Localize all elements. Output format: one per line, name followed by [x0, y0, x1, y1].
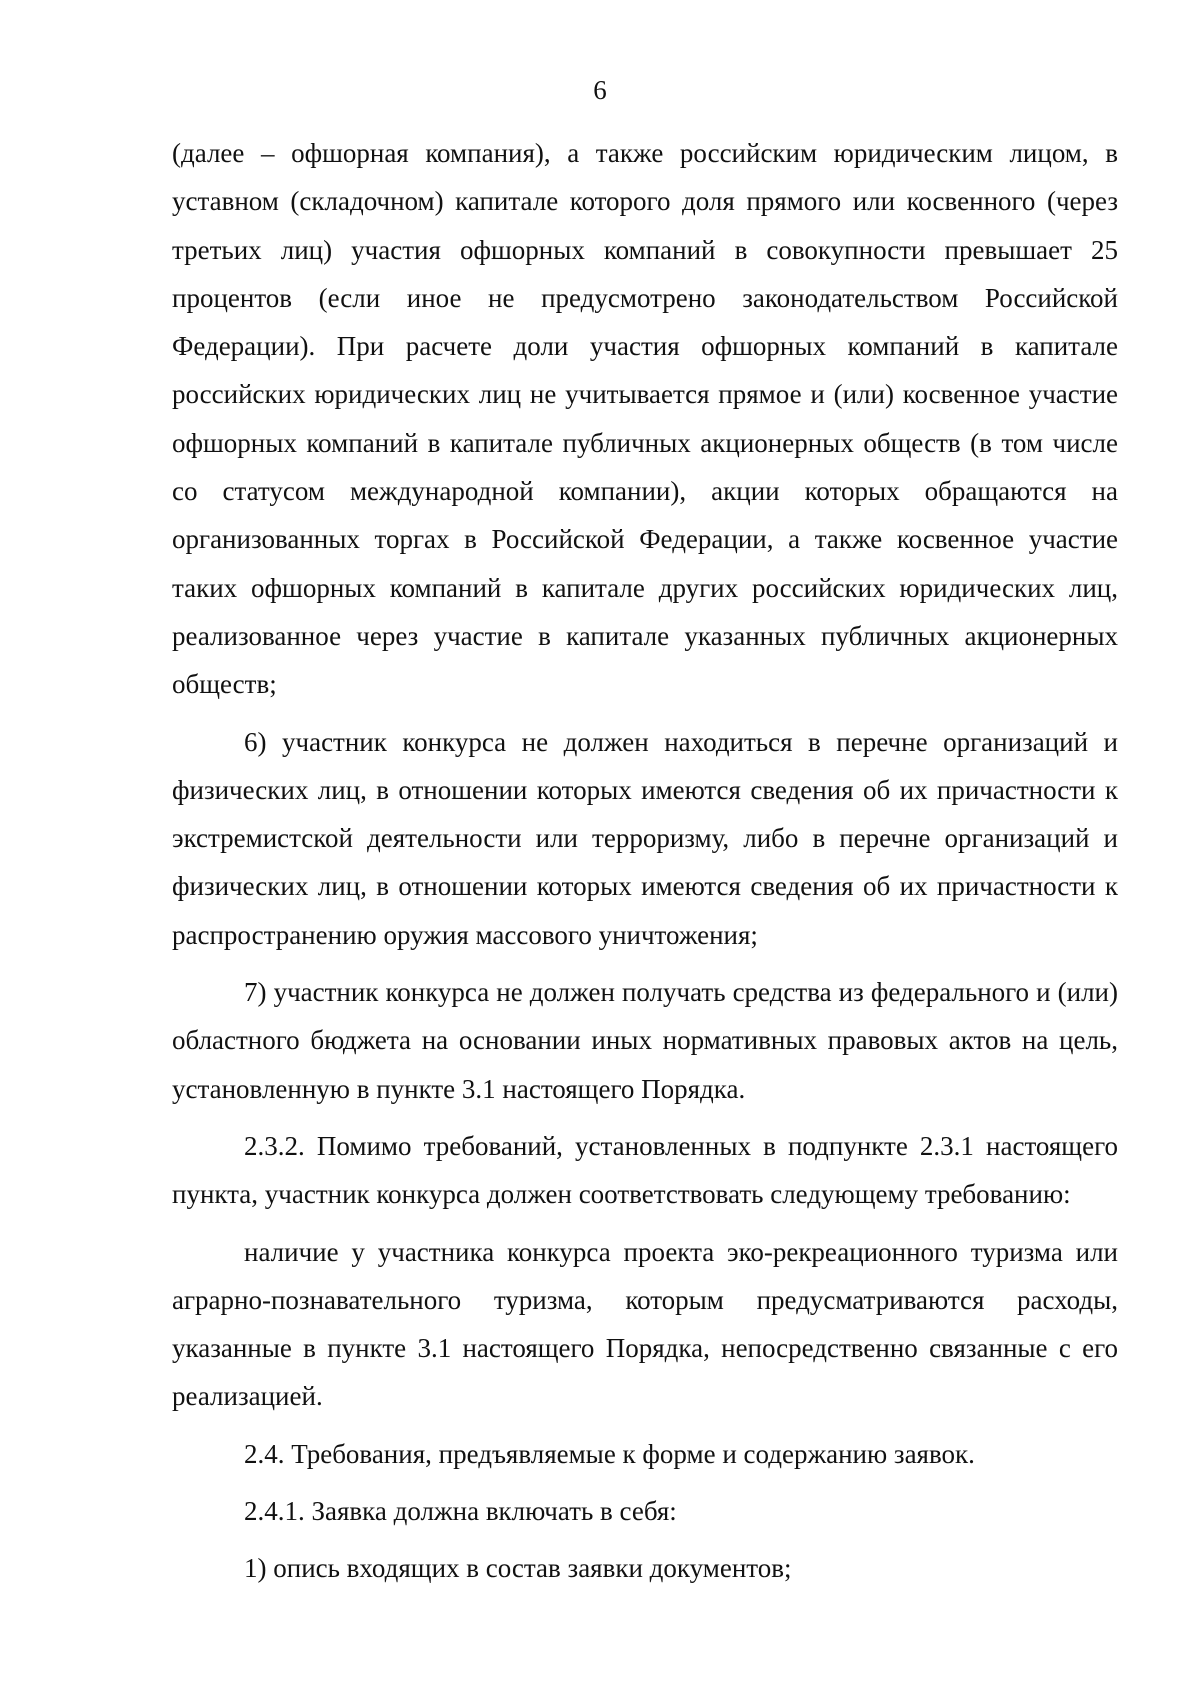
- page-number: 6: [593, 75, 607, 105]
- paragraph-item-6: 6) участник конкурса не должен находиться в перечне организаций и физических лиц, в отношении которых имеются сведения об их причастности к экстремистской деятельности или терроризму, либо в перечне организаций и физических лиц, в отношении которых имеются сведения об их причастности к распространению оружия массового уничтожения;: [172, 726, 1118, 950]
- paragraph-offshore-continuation: (далее – офшорная компания), а также российским юридическим лицом, в уставном (складочном) капитале которого доля прямого или косвенного (через третьих лиц) участия офшорных компаний в совокупности превышает 25 процентов (если иное не предусмотрено законодательством Российской Федерации). При расчете доли участия офшорных компаний в капитале российских юридических лиц не учитывается прямое и (или) косвенное участие офшорных компаний в капитале публичных акционерных обществ (в том числе со статусом международной компании), акции которых обращаются на организованных торгах в Российской Федерации, а также косвенное участие таких офшорных компаний в капитале других российских юридических лиц, реализованное через участие в капитале указанных публичных акционерных обществ;: [172, 138, 1118, 700]
- paragraph-2-3-2: 2.3.2. Помимо требований, установленных в подпункте 2.3.1 настоящего пункта, участник конкурса должен соответствовать следующему требованию:: [172, 1130, 1118, 1210]
- paragraph-list-item-1: 1) опись входящих в состав заявки документов;: [244, 1553, 792, 1584]
- paragraph-item-7: 7) участник конкурса не должен получать средства из федерального и (или) областного бюджета на основании иных нормативных правовых актов на цель, установленную в пункте 3.1 настоящего Порядка.: [172, 977, 1118, 1104]
- paragraph-2-4-1: 2.4.1. Заявка должна включать в себя:: [244, 1496, 677, 1527]
- document-body: [172, 129, 1118, 1593]
- paragraph-requirement: наличие у участника конкурса проекта эко-рекреационного туризма или аграрно-познавательного туризма, которым предусматриваются расходы, указанные в пункте 3.1 настоящего Порядка, непосредственно связанные с его реализацией.: [172, 1236, 1118, 1412]
- paragraph-2-4: 2.4. Требования, предъявляемые к форме и содержанию заявок.: [244, 1438, 975, 1469]
